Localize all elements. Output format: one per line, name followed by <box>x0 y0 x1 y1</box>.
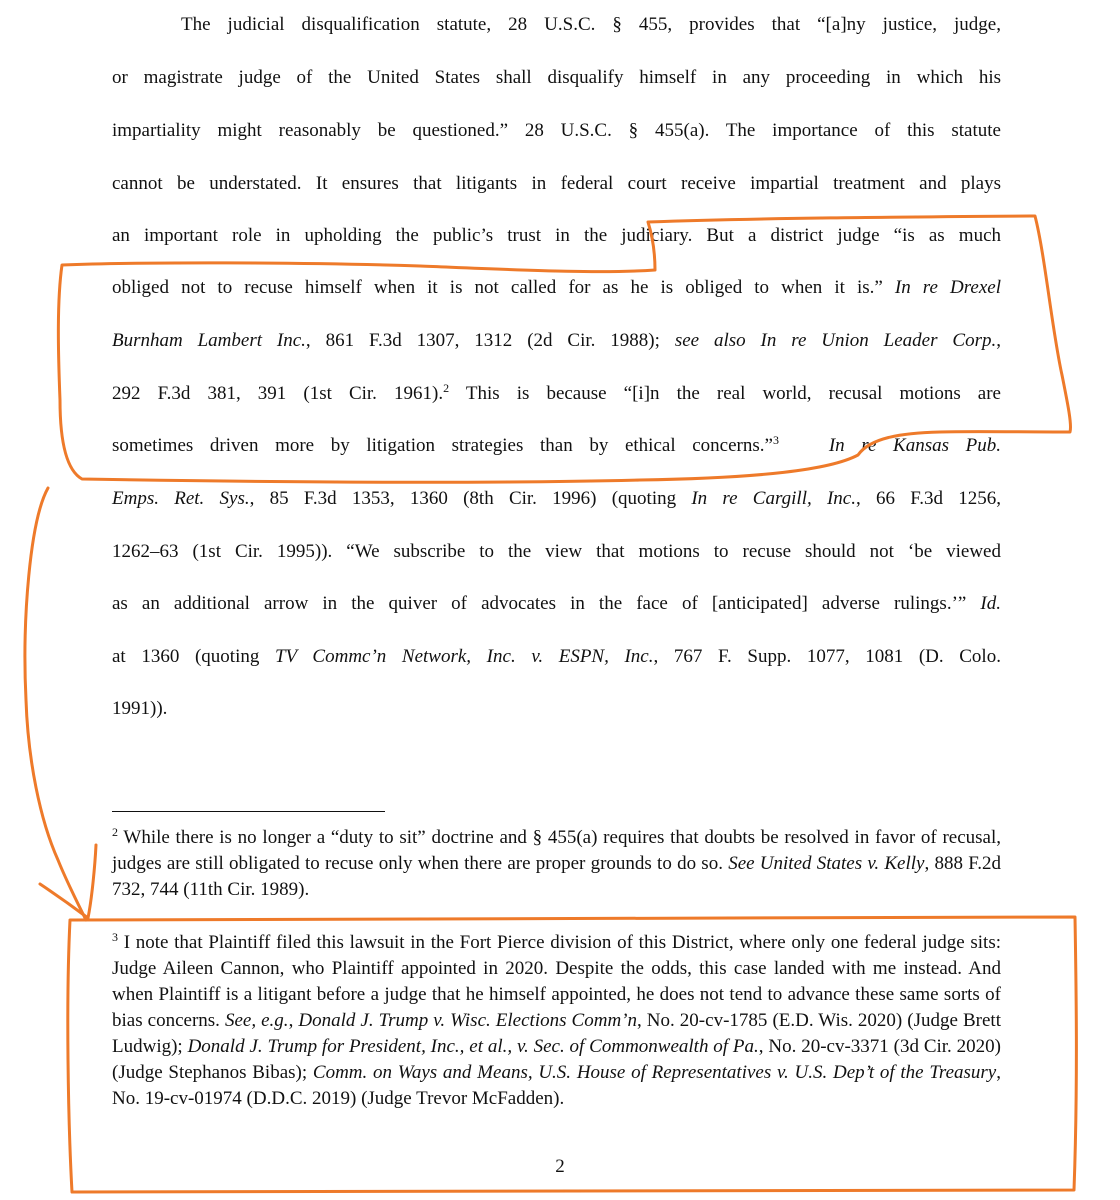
arrow-head-icon <box>40 845 96 918</box>
footnote-number: 2 <box>112 825 118 839</box>
case-citation: In re Cargill, Inc. <box>691 488 856 509</box>
text-line: The judicial disqualification statute, 28 U.S.C. § 455, provides that “[a]ny justice, judge, <box>181 14 1001 35</box>
case-citation: see also In re Union Leader Corp. <box>674 330 997 351</box>
case-citation: TV Commc’n Network, Inc. v. ESPN, Inc. <box>274 646 654 667</box>
footnote-number: 3 <box>112 930 118 944</box>
text-line: or magistrate judge of the United States shall disqualify himself in any proceeding in which his <box>112 67 1001 88</box>
case-citation: In re Kansas Pub. <box>828 435 1001 456</box>
text-line: 1991)). <box>112 698 168 719</box>
connector-arrow-line <box>25 488 86 920</box>
case-citation: In re Drexel <box>894 277 1001 298</box>
text-line: at 1360 (quoting TV Commc’n Network, Inc. v. ESPN, Inc., 767 F. Supp. 1077, 1081 (D. Colo. <box>112 646 1001 667</box>
case-citation: Id. <box>980 593 1001 614</box>
case-citation: Emps. Ret. Sys. <box>112 488 250 509</box>
signal-citation: See, e.g. <box>224 1010 289 1031</box>
text-line: Emps. Ret. Sys., 85 F.3d 1353, 1360 (8th Cir. 1996) (quoting In re Cargill, Inc., 66 F.3d 1256, <box>112 488 1001 509</box>
footnote-marker: 2 <box>443 381 450 395</box>
text-line: cannot be understated. It ensures that litigants in federal court receive impartial treatment and plays <box>112 173 1001 194</box>
text-line: as an additional arrow in the quiver of advocates in the face of [anticipated] adverse rulings.’” Id. <box>112 593 1001 614</box>
footnote-marker: 3 <box>772 433 779 447</box>
footnote-3: $^3$ I note that Plaintiff filed this lawsuit in the Fort Pierce division of this District, where only one federal judge sits: Judge Aileen Cannon, who Plaintiff appointed in 2020. Despite the odds, this case landed with me instead. And when Plaintiff is a litigant before a judge that he himself appointed, he does not tend to advance these same sorts of bias concerns. See, e.g., Donald J. Trump v. Wisc. Elections Comm’n, No. 20-cv-1785 (E.D. Wis. 2020) (Judge Brett Ludwig); Donald J. Trump for President, Inc., et al., v. Sec. of Commonwealth of Pa., No. 20-cv-3371 (3d Cir. 2020) (Judge Stephanos Bibas); Comm. on Ways and Means, U.S. House of Representatives v. U.S. Dep’t of the Treasury, No. 19-cv-01974 (D.D.C. 2019) (Judge Trevor McFadden). <box>112 930 1001 1109</box>
page-number: 2 <box>555 1156 565 1177</box>
case-citation: Donald J. Trump for President, Inc., et al., v. Sec. of Commonwealth of Pa. <box>187 1036 759 1057</box>
text-line: obliged not to recuse himself when it is not called for as he is obliged to when it is.” In re Drexel <box>112 277 1001 298</box>
text-line: impartiality might reasonably be questioned.” 28 U.S.C. § 455(a). The importance of this statute <box>112 120 1001 141</box>
text-line: sometimes driven more by litigation strategies than by ethical concerns.”$^3$ In re Kansas Pub. <box>112 433 1001 456</box>
text-line: 292 F.3d 381, 391 (1st Cir. 1961).$^2$ This is because “[i]n the real world, recusal motions are <box>112 381 1001 404</box>
footnote-2: $^2$ While there is no longer a “duty to sit” doctrine and § 455(a) requires that doubts be resolved in favor of recusal, judges are still obligated to recuse only when there are proper grounds to do so. See United States v. Kelly, 888 F.2d 732, 744 (11th Cir. 1989). <box>112 825 1002 900</box>
footnote-separator <box>112 811 385 812</box>
text-line: Burnham Lambert Inc., 861 F.3d 1307, 1312 (2d Cir. 1988); see also In re Union Leader Corp., <box>112 330 1001 351</box>
text-line: 1262–63 (1st Cir. 1995)). “We subscribe to the view that motions to recuse should not ‘be viewed <box>112 541 1001 562</box>
case-citation: Burnham Lambert Inc. <box>112 330 306 351</box>
text-line: an important role in upholding the public’s trust in the judiciary. But a district judge “is as much <box>112 225 1001 246</box>
case-citation: Donald J. Trump v. Wisc. Elections Comm’n <box>298 1010 637 1031</box>
case-citation: See United States v. Kelly <box>728 853 925 874</box>
case-citation: Comm. on Ways and Means, U.S. House of Representatives v. U.S. Dep’t of the Treasury <box>312 1062 997 1083</box>
